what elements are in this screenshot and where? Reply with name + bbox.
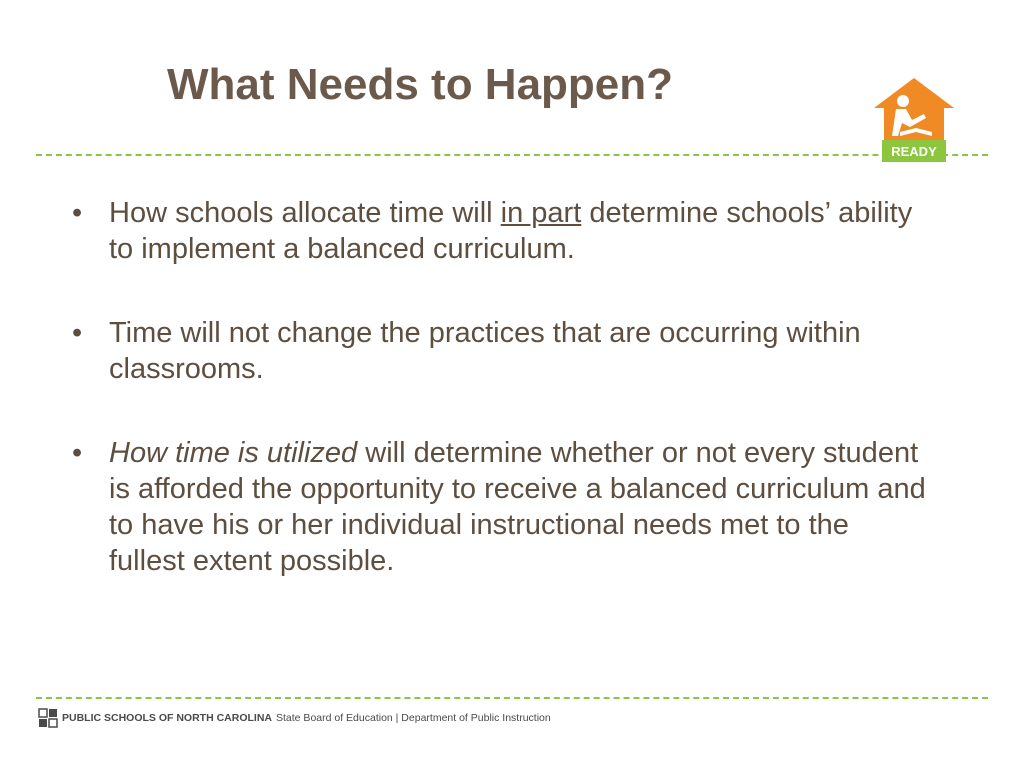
bullet-item-practices	[72, 315, 932, 387]
bullet-item-allocate-time	[72, 195, 932, 267]
footer-organization: PUBLIC SCHOOLS OF NORTH CAROLINA	[62, 712, 272, 724]
reader-head-icon	[897, 95, 909, 107]
bullet-text-start: How schools allocate time will	[109, 197, 501, 229]
bullet-text-end: determine schools’ ability to implement a balanced curriculum.	[109, 197, 913, 265]
bullet-marker: •	[72, 197, 83, 229]
bullet-marker: •	[72, 437, 83, 469]
ready-label: READY	[891, 144, 937, 159]
top-divider	[36, 154, 988, 156]
bottom-divider	[36, 697, 988, 699]
footer	[38, 708, 551, 728]
italic-phrase: How time is utilized	[109, 437, 358, 469]
bullet-marker: •	[72, 317, 83, 349]
bullet-list	[72, 195, 932, 627]
nc-public-schools-mark-icon	[38, 708, 58, 728]
footer-subtitle: State Board of Education | Department of Public Instruction	[276, 712, 551, 724]
slide-title: What Needs to Happen?	[167, 60, 674, 109]
bullet-text: Time will not change the practices that are occurring within classrooms.	[109, 317, 861, 385]
ready-logo	[872, 74, 956, 166]
underlined-phrase: in part	[500, 197, 582, 229]
bullet-text-end: will determine whether or not every student is afforded the opportunity to receive a balanced curriculum and to have his or her individual instructional needs met to the fullest extent possible.	[109, 437, 926, 577]
bullet-item-time-utilized	[72, 435, 932, 579]
